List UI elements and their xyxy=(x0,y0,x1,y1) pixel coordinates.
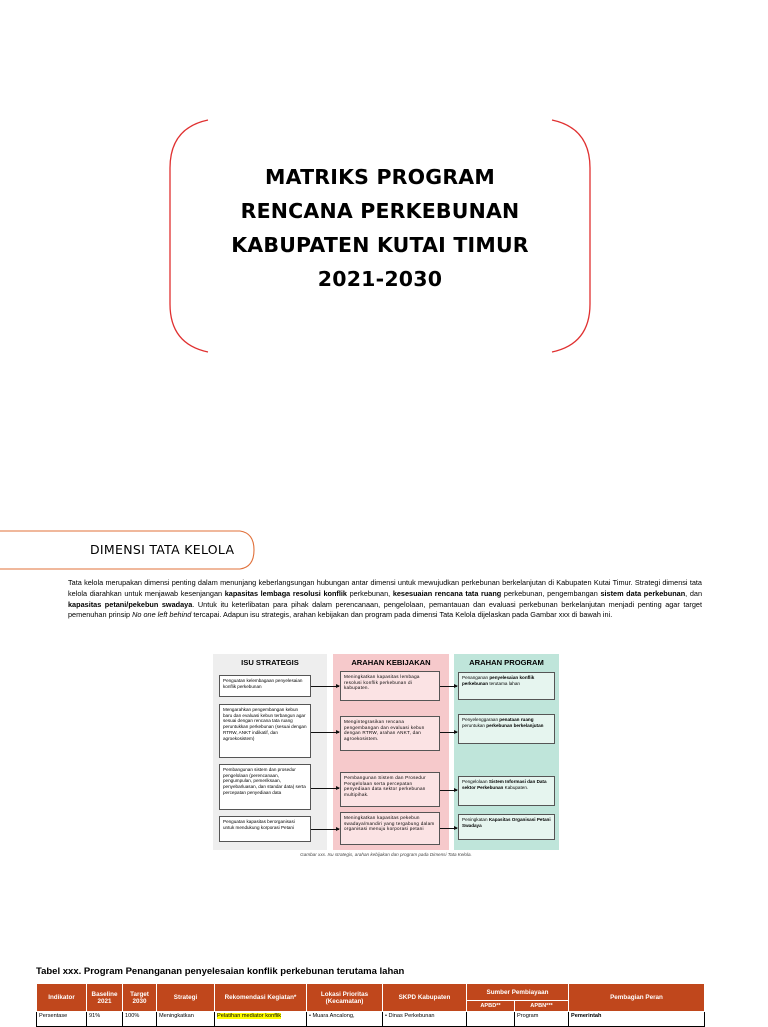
cell-rekomendasi xyxy=(215,1012,307,1027)
program-text: Penyelenggaraan xyxy=(462,717,500,722)
cover-title-line-2: RENCANA PERKEBUNAN xyxy=(240,199,520,223)
strategy-figure xyxy=(213,654,559,850)
intro-text: Tata kelola merupakan dimensi penting dalam menunjang keberlangsungan hubungan antar dimensi untuk mewujudkan perkebunan berkelanjutan di Kabupaten Kutai Timur. Strategi dimensi tata kelola diarahkan untuk menjawab kesenjangan xyxy=(68,578,702,598)
col-rekomendasi: Rekomendasi Kegiatan* xyxy=(215,984,307,1012)
arrow xyxy=(311,829,339,830)
cover-title xyxy=(168,160,592,296)
program-bold: penyelesaian konflik perkebunan xyxy=(462,675,535,686)
program-box-2 xyxy=(458,714,555,744)
section-header xyxy=(0,530,256,570)
col-skpd: SKPD Kabupaten xyxy=(383,984,467,1012)
arahan-box-2: Mengintegrasikan rencana pengembangan dan evaluasi kebun dengan RTRW, arahan ANKT, dan agroekosistem. xyxy=(340,716,440,751)
cell-lokasi: • Muara Ancalong, xyxy=(307,1012,383,1027)
table-title: Tabel xxx. Program Penanganan penyelesaian konflik perkebunan terutama lahan xyxy=(36,966,405,977)
program-table xyxy=(36,983,705,1027)
col-sumber: Sumber Pembiayaan xyxy=(467,984,569,1001)
figure-caption: Gambar xxx. Isu strategis, arahan kebijakan dan program pada Dimensi Tata Kelola. xyxy=(300,852,472,857)
intro-text: perkebunan, xyxy=(346,588,393,598)
cell-strategi: Meningkatkan xyxy=(157,1012,215,1027)
arahan-box-3: Pembangunan Sistem dan Prosedur Pengelolaan serta percepatan penyediaan data sektor perkebunan multipihak. xyxy=(340,772,440,807)
intro-text: perkebunan, pengembangan xyxy=(501,588,601,598)
isu-box-2: Mengarahkan pengembangan kebun baru dan evaluasi kebun terbangun agar sesuai dengan rencana tata ruang peruntukkan perkebunan (sesuai dengan RTRW, ANKT indikatif, dan agroekosistem) xyxy=(219,704,311,758)
arrow xyxy=(311,686,339,687)
col-target: Target 2030 xyxy=(123,984,157,1012)
col-indikator: Indikator xyxy=(37,984,87,1012)
program-bold: perkebunan berkelanjutan xyxy=(486,722,544,728)
intro-italic: No one left behind xyxy=(132,610,192,620)
cover-title-line-3: KABUPATEN KUTAI TIMUR xyxy=(231,233,529,257)
arrow xyxy=(440,828,457,829)
program-box-4 xyxy=(458,814,555,840)
col-apbd: APBD** xyxy=(467,1001,515,1012)
arrow xyxy=(440,732,457,733)
program-box-1 xyxy=(458,672,555,700)
program-text: terutama lahan xyxy=(488,680,520,686)
program-header: ARAHAN PROGRAM xyxy=(469,658,544,667)
isu-box-1: Penguatan kelembagaan penyelesaian konflik perkebunan xyxy=(219,675,311,697)
program-text: Peningkatan xyxy=(462,817,489,822)
col-lokasi: Lokasi Prioritas (Kecamatan) xyxy=(307,984,383,1012)
cell-skpd: • Dinas Perkebunan xyxy=(383,1012,467,1027)
col-strategi: Strategi xyxy=(157,984,215,1012)
program-box-3 xyxy=(458,776,555,806)
table-row xyxy=(37,1012,705,1027)
isu-box-4: Penguatan kapasitas berorganisasi untuk mendukung korporasi Petani xyxy=(219,816,311,842)
col-apbn: APBN*** xyxy=(515,1001,569,1012)
arrow xyxy=(440,686,457,687)
intro-text: tercapai. Adapun isu strategis, arahan kebijakan dan program pada dimensi Tata Kelola dijelaskan pada Gambar xxx di bawah ini. xyxy=(191,610,613,620)
arrow xyxy=(311,732,339,733)
table-header-row xyxy=(37,984,705,1001)
program-bold: Sistem Informasi dan Data sektor Perkebunan xyxy=(462,779,547,790)
cell-target: 100% xyxy=(123,1012,157,1027)
program-text: peruntukan xyxy=(462,722,487,728)
intro-bold: sistem data perkebunan xyxy=(600,588,686,598)
program-bold: penataan ruang xyxy=(499,717,534,722)
intro-text: , dan xyxy=(685,588,702,598)
intro-bold: kapasitas lembaga resolusi konflik xyxy=(224,588,347,598)
arrow xyxy=(440,790,457,791)
col-baseline: Baseline 2021 xyxy=(87,984,123,1012)
cell-apbn: Program xyxy=(515,1012,569,1027)
intro-text: . Untuk itu keterlibatan para pihak dalam perencanaan, pengelolaan, pemantauan dan evaluasi perkebunan berkelanjutan menjadi penting agar target pemenuhan prinsip xyxy=(68,599,702,620)
cell-baseline: 91% xyxy=(87,1012,123,1027)
cell-apbd xyxy=(467,1012,515,1027)
arrow xyxy=(311,788,339,789)
highlighted-text: Pelatihan mediator konflik xyxy=(217,1013,282,1019)
arahan-box-1: Meningkatkan kapasitas lembaga resolusi konflik perkebunan di kabupaten. xyxy=(340,671,440,701)
cell-peran: Pemerintah xyxy=(569,1012,705,1027)
intro-bold: kapasitas petani/pekebun swadaya xyxy=(68,599,193,609)
intro-paragraph xyxy=(68,578,702,621)
col-peran: Pembagian Peran xyxy=(569,984,705,1012)
section-title: DIMENSI TATA KELOLA xyxy=(90,542,235,557)
program-text: Kabupaten. xyxy=(503,784,529,790)
arahan-header: ARAHAN KEBIJAKAN xyxy=(351,658,431,667)
program-bold: Kapasitas Organisasi Petani Swadaya xyxy=(462,817,551,828)
program-text: Pengelolaan xyxy=(462,779,489,784)
cover-title-line-1: MATRIKS PROGRAM xyxy=(265,165,495,189)
cover-title-line-4: 2021-2030 xyxy=(317,267,443,291)
cell-indikator: Persentase xyxy=(37,1012,87,1027)
isu-header: ISU STRATEGIS xyxy=(241,658,299,667)
isu-box-3: Pembangunan sistem dan prosedur pengelolaan (perencanaan, pengumpulan, pemeriksaan, penyebarluasan, dan standar data) serta percepatan penyediaan data xyxy=(219,764,311,810)
program-text: Penanganan xyxy=(462,675,490,680)
intro-bold: kesesuaian rencana tata ruang xyxy=(392,588,502,598)
arahan-box-4: Meningkatkan kapasitas pekebun swadaya/mandiri yang tergabung dalam organisasi menuju korporasi petani xyxy=(340,812,440,845)
